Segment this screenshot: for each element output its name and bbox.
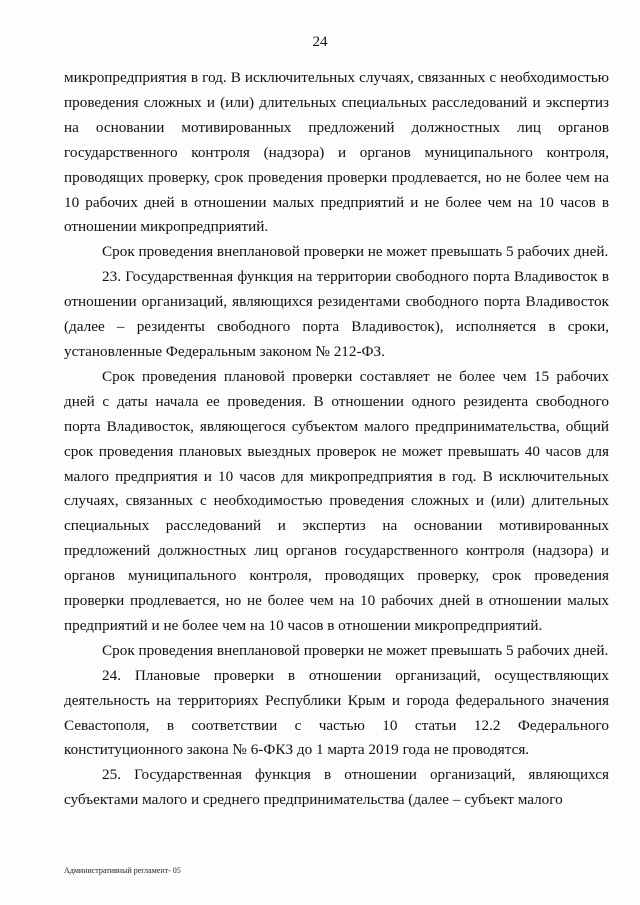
page-number: 24 xyxy=(312,34,328,50)
paragraph-unscheduled-check-term: Срок проведения внеплановой проверки не может превышать 5 рабочих дней. xyxy=(102,243,609,261)
paragraph-clause-25: 25. Государственная функция в отношении организаций, являющихся субъектами малого и среднего предпринимательства (далее – субъект малого xyxy=(64,766,609,809)
paragraph-clause-24: 24. Плановые проверки в отношении организаций, осуществляющих деятельность на территориях Республики Крым и города федерального значения Севастополя, в соответствии с частью 10 статьи 12.2 Федерального конституционного закона № 6-ФКЗ до 1 марта 2019 года не проводятся. xyxy=(64,666,609,759)
paragraph-unscheduled-check-term-2: Срок проведения внеплановой проверки не может превышать 5 рабочих дней. xyxy=(102,641,609,659)
document-body xyxy=(64,66,609,813)
paragraph-scheduled-check-term: Срок проведения плановой проверки составляет не более чем 15 рабочих дней с даты начала ее проведения. В отношении одного резидента свободного порта Владивосток, являющегося субъектом малого предпринимательства, общий срок проведения плановых выездных проверок не может превышать 40 часов для малого предприятия и 10 часов для микропредприятия в год. В исключительных случаях, связанных с необходимостью проведения сложных и (или) длительных специальных расследований и экспертиз на основании мотивированных предложений должностных лиц органов государственного контроля (надзора) и органов муниципального контроля, проводящих проверку, срок проведения проверки продлевается, но не более чем на 10 рабочих дней в отношении малых предприятий и не более чем на 10 часов в отношении микропредприятий. xyxy=(64,367,609,634)
paragraph-continuation: микропредприятия в год. В исключительных случаях, связанных с необходимостью проведения сложных и (или) длительных специальных расследований и экспертиз на основании мотивированных предложений должностных лиц органов государственного контроля (надзора) и органов муниципального контроля, проводящих проверку, срок проведения проверки продлевается, но не более чем на 10 рабочих дней в отношении малых предприятий и не более чем на 10 часов в отношении микропредприятий. xyxy=(64,69,609,236)
document-footer: Административный регламент- 05 xyxy=(64,866,181,875)
paragraph-clause-23: 23. Государственная функция на территории свободного порта Владивосток в отношении организаций, являющихся резидентами свободного порта Владивосток (далее – резиденты свободного порта Владивосток), исполняется в сроки, установленные Федеральным законом № 212-ФЗ. xyxy=(64,268,609,360)
